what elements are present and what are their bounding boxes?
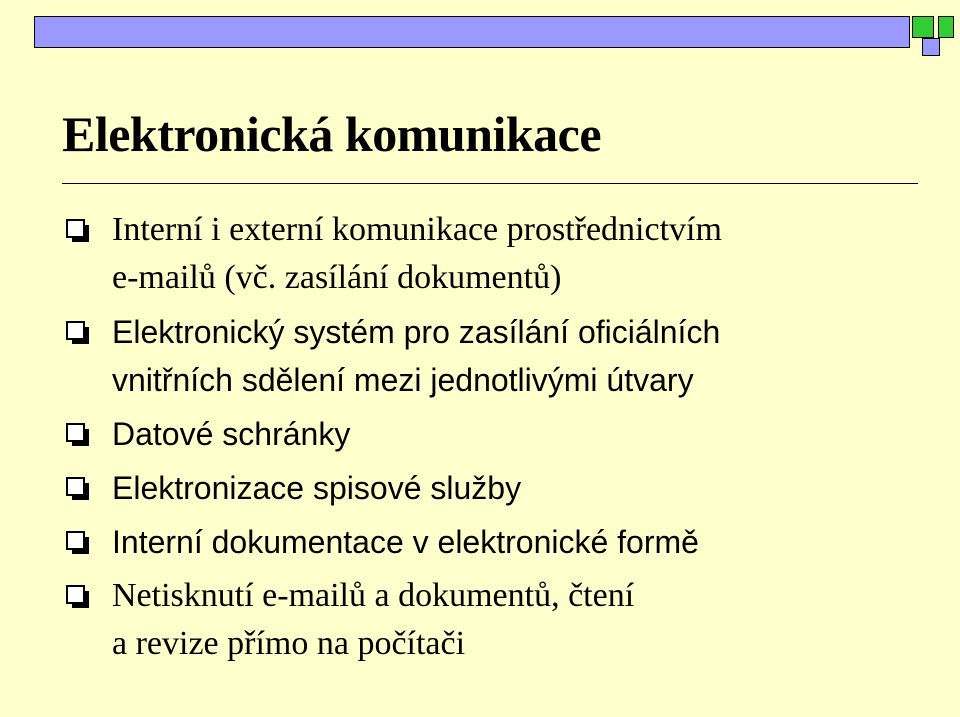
checkbox-square-icon <box>66 531 90 555</box>
list-item <box>66 518 926 566</box>
bullet-text: Elektronizace spisové služby <box>112 470 522 506</box>
list-item <box>66 308 926 404</box>
decoration-square <box>922 38 940 56</box>
bullet-text: Interní i externí komunikace prostřednictvím e-mailů (vč. zasílání dokumentů) <box>112 211 722 296</box>
title-underline <box>62 183 918 184</box>
checkbox-square-icon <box>66 423 90 447</box>
checkbox-square-icon <box>66 321 90 345</box>
decoration-square <box>912 16 934 38</box>
bullet-text: Netisknutí e-mailů a dokumentů, čtení a revize přímo na počítači <box>112 577 635 662</box>
checkbox-square-icon <box>66 219 90 243</box>
checkbox-square-icon <box>66 585 90 609</box>
slide-title: Elektronická komunikace <box>62 106 602 162</box>
list-item <box>66 572 926 668</box>
list-item <box>66 464 926 512</box>
checkbox-square-icon <box>66 477 90 501</box>
list-item <box>66 206 926 302</box>
bullet-text: Interní dokumentace v elektronické formě <box>112 524 699 560</box>
list-item <box>66 410 926 458</box>
bullet-text: Elektronický systém pro zasílání oficiálních vnitřních sdělení mezi jednotlivými útvary <box>112 314 721 398</box>
bullet-list <box>66 206 926 674</box>
bullet-text: Datové schránky <box>112 416 351 452</box>
header-decoration-bar <box>34 16 910 48</box>
decoration-square <box>938 16 954 38</box>
